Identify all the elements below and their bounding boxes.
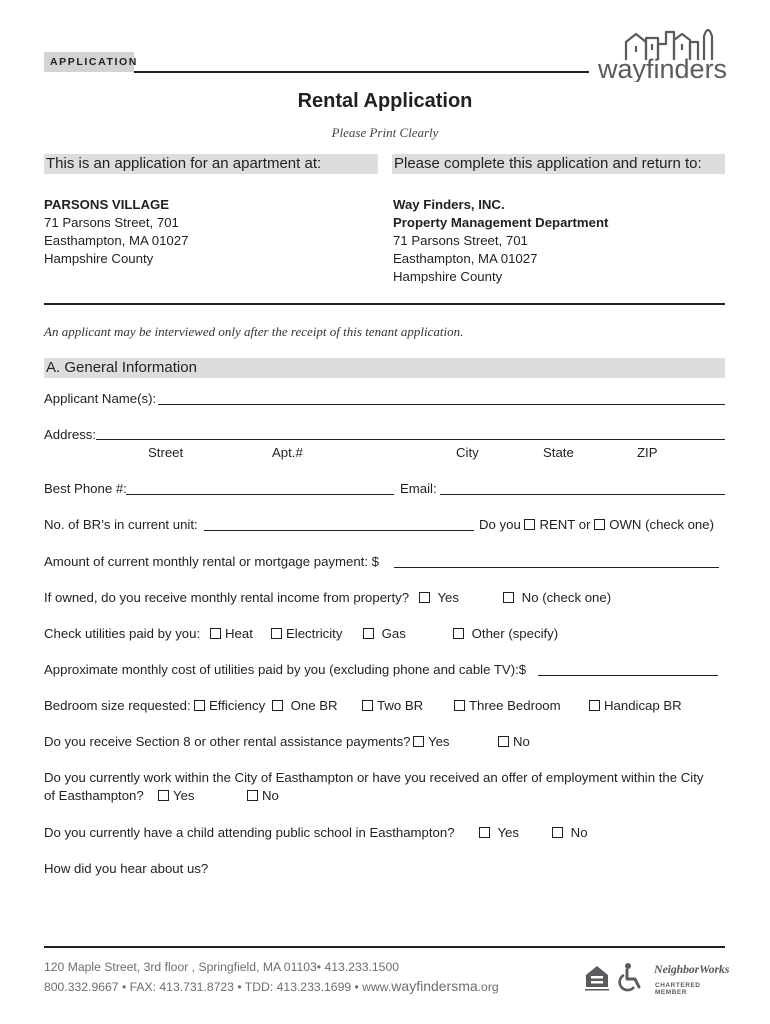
address-label: Address: bbox=[44, 427, 97, 442]
electricity-checkbox[interactable] bbox=[271, 628, 282, 639]
rental-income-no-checkbox[interactable] bbox=[503, 592, 514, 603]
return-heading: Please complete this application and return to: bbox=[392, 154, 725, 174]
footer-address: 120 Maple Street, 3rd floor , Springfield, MA 01103• 413.233.1500 bbox=[44, 960, 400, 974]
apartment-heading: This is an application for an apartment at: bbox=[44, 154, 378, 174]
bedroom-size-label: Bedroom size requested: bbox=[44, 698, 191, 713]
footer-website-suffix: .org bbox=[477, 980, 499, 994]
header-rule bbox=[134, 71, 589, 73]
utility-cost-label: Approximate monthly cost of utilities paid by you (excluding phone and cable TV):$ bbox=[44, 662, 527, 677]
two-br-checkbox[interactable] bbox=[362, 700, 373, 711]
br-count-field[interactable] bbox=[204, 530, 474, 531]
section-divider bbox=[44, 303, 725, 305]
other-utility-checkbox[interactable] bbox=[453, 628, 464, 639]
utility-cost-field[interactable] bbox=[538, 675, 718, 676]
heat-checkbox[interactable] bbox=[210, 628, 221, 639]
child-yes-checkbox[interactable] bbox=[479, 827, 490, 838]
child-yes-label: Yes bbox=[497, 825, 519, 840]
hear-about-field[interactable] bbox=[44, 880, 725, 936]
phone-label: Best Phone #: bbox=[44, 481, 127, 496]
property-county: Hampshire County bbox=[44, 251, 154, 266]
rent-label: RENT or bbox=[539, 517, 591, 532]
efficiency-checkbox[interactable] bbox=[194, 700, 205, 711]
address-state-label: State bbox=[543, 445, 574, 460]
do-you-label: Do you bbox=[479, 517, 521, 532]
logo-text: wayfinders bbox=[598, 54, 728, 82]
neighborworks-logo bbox=[654, 962, 728, 996]
equal-housing-icon bbox=[584, 963, 610, 993]
email-label: Email: bbox=[400, 481, 437, 496]
efficiency-label: Efficiency bbox=[209, 698, 266, 713]
payment-amount-field[interactable] bbox=[394, 567, 719, 568]
section8-yes-checkbox[interactable] bbox=[413, 736, 424, 747]
rental-income-label: If owned, do you receive monthly rental income from property? bbox=[44, 590, 410, 605]
applicant-name-label: Applicant Name(s): bbox=[44, 391, 157, 406]
br-count-label: No. of BR’s in current unit: bbox=[44, 517, 198, 532]
footer-phone-text: 800.332.9667 • FAX: 413.731.8723 • TDD: 413.233.1699 • www. bbox=[44, 980, 392, 994]
company-city: Easthampton, MA 01027 bbox=[393, 251, 538, 266]
gas-label: Gas bbox=[381, 626, 406, 641]
three-bedroom-label: Three Bedroom bbox=[469, 698, 561, 713]
child-no-checkbox[interactable] bbox=[552, 827, 563, 838]
department-name: Property Management Department bbox=[393, 215, 609, 230]
rental-income-yes-label: Yes bbox=[437, 590, 459, 605]
property-city: Easthampton, MA 01027 bbox=[44, 233, 189, 248]
rent-own-question bbox=[479, 517, 714, 532]
property-street: 71 Parsons Street, 701 bbox=[44, 215, 179, 230]
heat-label: Heat bbox=[225, 626, 253, 641]
rental-income-yes-checkbox[interactable] bbox=[419, 592, 430, 603]
child-school-label: Do you currently have a child attending public school in Easthampton? bbox=[44, 825, 455, 840]
company-county: Hampshire County bbox=[393, 269, 503, 284]
gas-checkbox[interactable] bbox=[363, 628, 374, 639]
utilities-label: Check utilities paid by you: bbox=[44, 626, 201, 641]
electricity-label: Electricity bbox=[286, 626, 343, 641]
two-br-label: Two BR bbox=[377, 698, 424, 713]
hear-about-label: How did you hear about us? bbox=[44, 861, 209, 876]
work-yes-label: Yes bbox=[173, 788, 195, 803]
property-name: PARSONS VILLAGE bbox=[44, 197, 170, 212]
page-title: Rental Application bbox=[297, 90, 473, 112]
application-tag: APPLICATION bbox=[44, 52, 134, 72]
section8-label: Do you receive Section 8 or other rental assistance payments? bbox=[44, 734, 411, 749]
phone-field[interactable] bbox=[126, 494, 394, 495]
chartered-member-text: CHARTERED MEMBER bbox=[655, 982, 701, 996]
footer-rule bbox=[44, 946, 725, 948]
handicap-br-checkbox[interactable] bbox=[589, 700, 600, 711]
child-no-label: No bbox=[570, 825, 588, 840]
logo-skyline-icon bbox=[596, 20, 730, 82]
rent-checkbox[interactable] bbox=[524, 519, 535, 530]
three-bedroom-checkbox[interactable] bbox=[454, 700, 465, 711]
neighborworks-text: NeighborWorks bbox=[654, 962, 730, 976]
footer-contact bbox=[44, 958, 499, 997]
company-name: Way Finders, INC. bbox=[393, 197, 505, 212]
work-no-label: No bbox=[262, 788, 279, 803]
company-street: 71 Parsons Street, 701 bbox=[393, 233, 528, 248]
work-yes-checkbox[interactable] bbox=[158, 790, 169, 801]
other-utility-label: Other (specify) bbox=[471, 626, 559, 641]
interview-note: An applicant may be interviewed only after the receipt of this tenant application. bbox=[44, 324, 464, 339]
email-field[interactable] bbox=[440, 494, 725, 495]
payment-amount-label: Amount of current monthly rental or mortgage payment: $ bbox=[44, 554, 379, 569]
own-checkbox[interactable] bbox=[594, 519, 605, 530]
work-in-city-label-cont: of Easthampton? bbox=[44, 788, 144, 803]
section-a-heading: A. General Information bbox=[44, 358, 725, 378]
accessibility-icon bbox=[618, 962, 646, 994]
footer-website-brand[interactable]: wayfindersma bbox=[391, 978, 478, 994]
address-apt-label: Apt.# bbox=[272, 445, 303, 460]
address-city-label: City bbox=[456, 445, 479, 460]
wayfinders-logo bbox=[596, 20, 730, 82]
one-br-checkbox[interactable] bbox=[272, 700, 283, 711]
work-no-checkbox[interactable] bbox=[247, 790, 258, 801]
section8-no-checkbox[interactable] bbox=[498, 736, 509, 747]
own-label: OWN (check one) bbox=[609, 517, 714, 532]
work-in-city-label: Do you currently work within the City of Easthampton or have you received an offer of employment within the City bbox=[44, 770, 704, 785]
handicap-br-label: Handicap BR bbox=[604, 698, 682, 713]
address-zip-label: ZIP bbox=[637, 445, 658, 460]
address-field[interactable] bbox=[96, 439, 725, 440]
footer-phones bbox=[44, 977, 499, 997]
section8-no-label: No bbox=[513, 734, 530, 749]
one-br-label: One BR bbox=[290, 698, 338, 713]
page-subtitle: Please Print Clearly bbox=[331, 125, 439, 140]
return-address bbox=[393, 196, 608, 286]
address-street-label: Street bbox=[148, 445, 184, 460]
applicant-name-field[interactable] bbox=[158, 404, 725, 405]
section8-yes-label: Yes bbox=[428, 734, 450, 749]
apartment-address bbox=[44, 196, 188, 268]
rental-income-no-label: No (check one) bbox=[521, 590, 612, 605]
